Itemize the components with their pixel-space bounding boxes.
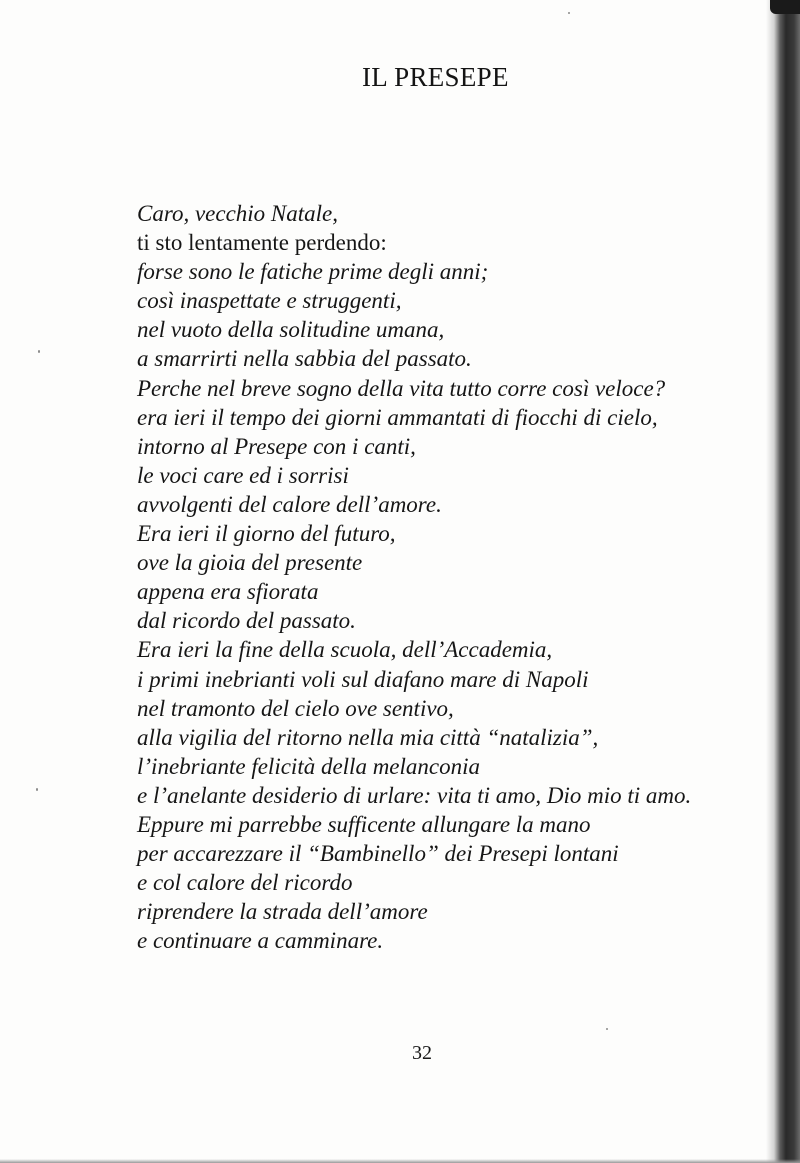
poem-line: Perche nel breve sogno della vita tutto corre così veloce? bbox=[137, 375, 666, 401]
poem-line: alla vigilia del ritorno nella mia città “natalizia”, bbox=[137, 724, 599, 750]
page-title: IL PRESEPE bbox=[362, 62, 509, 92]
poem-line: e l’anelante desiderio di urlare: vita ti amo, Dio mio ti amo. bbox=[137, 782, 692, 808]
poem-line: e col calore del ricordo bbox=[137, 870, 353, 896]
poem-line: era ieri il tempo dei giorni ammantati di fiocchi di cielo, bbox=[137, 404, 658, 430]
poem-line: i primi inebrianti voli sul diafano mare di Napoli bbox=[137, 666, 589, 692]
poem-line: appena era sfiorata bbox=[137, 579, 319, 605]
poem-text bbox=[137, 199, 777, 955]
poem-line: per accarezzare il “Bambinello” dei Presepi lontani bbox=[137, 841, 619, 867]
poem-line: ti sto lentamente perdendo: bbox=[137, 230, 387, 256]
poem-line: a smarrirti nella sabbia del passato. bbox=[137, 346, 472, 372]
poem-line: intorno al Presepe con i canti, bbox=[137, 433, 416, 459]
scan-speck bbox=[38, 350, 40, 353]
poem-line: nel vuoto della solitudine umana, bbox=[137, 317, 445, 343]
poem-line: Era ieri la fine della scuola, dell’Accademia, bbox=[137, 637, 553, 663]
poem-line: ove la gioia del presente bbox=[137, 550, 363, 576]
poem-line: l’inebriante felicità della melanconia bbox=[137, 753, 481, 779]
poem-line: nel tramonto del cielo ove sentivo, bbox=[137, 695, 454, 721]
poem-line: e continuare a camminare. bbox=[137, 928, 384, 954]
scan-speck bbox=[36, 788, 38, 791]
poem-line: riprendere la strada dell’amore bbox=[137, 899, 428, 925]
page-number: 32 bbox=[412, 1042, 432, 1064]
poem-line: forse sono le fatiche prime degli anni; bbox=[137, 259, 489, 285]
scan-speck bbox=[606, 1028, 608, 1030]
poem-line: Eppure mi parrebbe sufficente allungare la mano bbox=[137, 811, 591, 837]
poem-line: Caro, vecchio Natale, bbox=[137, 201, 338, 226]
poem-line: dal ricordo del passato. bbox=[137, 608, 356, 634]
scan-speck bbox=[568, 12, 570, 14]
poem-line: così inaspettate e struggenti, bbox=[137, 288, 402, 314]
scan-edge-corner bbox=[770, 0, 800, 14]
scan-edge-bottom bbox=[0, 1159, 800, 1163]
poem-line: le voci care ed i sorrisi bbox=[137, 462, 349, 488]
poem-line: Era ieri il giorno del futuro, bbox=[137, 521, 396, 547]
poem-line: avvolgenti del calore dell’amore. bbox=[137, 491, 442, 517]
